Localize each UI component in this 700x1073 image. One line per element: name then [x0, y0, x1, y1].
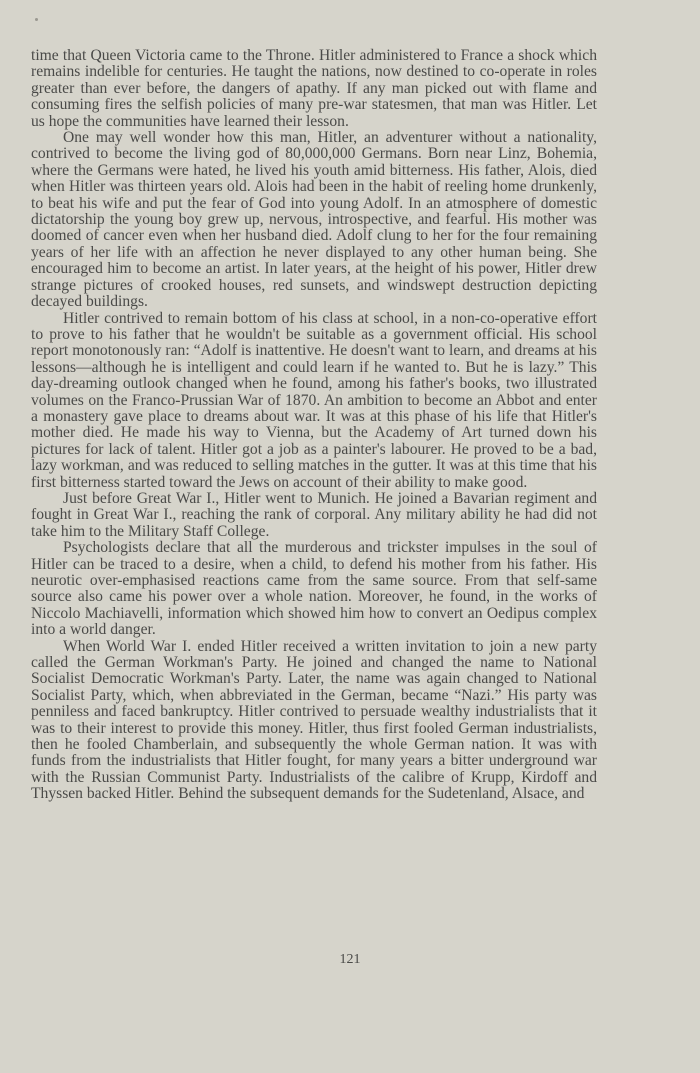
paragraph-1: time that Queen Victoria came to the Throne. Hitler administered to France a shock which remains indelible for centuries. He taught the nations, now destined to co-operate in roles greater than ever before, the dangers of apathy. If any man picked out with flame and consuming fires the selfish policies of many pre-war statesmen, that man was Hitler. Let us hope the communities have learned their lesson. [31, 47, 597, 130]
paragraph-2: One may well wonder how this man, Hitler, an adventurer without a nationality, contrived to become the living god of 80,000,000 Germans. Born near Linz, Bohemia, where the Germans were hated, he lived his youth amid bitterness. His father, Alois, died when Hitler was thirteen years old. Alois had been in the habit of reeling home drunkenly, to beat his wife and put the fear of God into young Adolf. In an atmosphere of domestic dictatorship the young boy grew up, nervous, introspective, and fearful. His mother was doomed of cancer even when her husband died. Adolf clung to her for the four remaining years of her life with an affection he never displayed to any other human being. She encouraged him to become an artist. In later years, at the height of his power, Hitler drew strange pictures of crooked houses, red sunsets, and windswept destruction depicting decayed buildings. [31, 129, 597, 311]
paper-speck [35, 18, 38, 21]
paragraph-3: Hitler contrived to remain bottom of his class at school, in a non-co-operative effort to prove to his father that he wouldn't be suitable as a government official. His school report monotonously ran: “Adolf is inattentive. He doesn't want to learn, and dreams at his lessons—although he is intelligent and could learn if he wanted to. But he is lazy.” This day-dreaming outlook changed when he found, among his father's books, two illustrated volumes on the Franco-Prussian War of 1870. An ambition to become an Abbot and enter a monastery gave place to dreams about war. It was at this phase of his life that Hitler's mother died. He made his way to Vienna, but the Academy of Art turned down his pictures for lack of talent. Hitler got a job as a painter's labourer. He proved to be a bad, lazy workman, and was reduced to selling matches in the gutter. It was at this time that his first bitterness started toward the Jews on account of their ability to make good. [31, 309, 597, 491]
paragraph-4: Just before Great War I., Hitler went to Munich. He joined a Bavarian regiment and fought in Great War I., reaching the rank of corporal. Any military ability he had did not take him to the Military Staff College. [31, 489, 597, 540]
paragraph-5: Psychologists declare that all the murderous and trickster impulses in the soul of Hitler can be traced to a desire, when a child, to defend his mother from his father. His neurotic over-emphasised reactions came from the same source. From that self-same source also came his power over a whole nation. Moreover, he found, in the works of Niccolo Machiavelli, information which showed him how to convert an Oedipus complex into a world danger. [31, 539, 597, 639]
body-text [31, 48, 597, 803]
paragraph-6: When World War I. ended Hitler received a written invitation to join a new party called the German Workman's Party. He joined and changed the name to National Socialist Democratic Workman's Party. Later, the name was again changed to National Socialist Party, which, when abbreviated in the German, became “Nazi.” His party was penniless and faced bankruptcy. Hitler contrived to persuade wealthy industrialists that it was to their interest to provide this money. Hitler, thus first fooled German industrialists, then he fooled Chamberlain, and subsequently the whole German nation. It was with funds from the industrialists that Hitler fought, for many years a bitter underground war with the Russian Communist Party. Industrialists of the calibre of Krupp, Kirdoff and Thyssen backed Hitler. Behind the subsequent demands for the Sudetenland, Alsace, and [31, 637, 597, 803]
page-number: 121 [339, 952, 361, 967]
